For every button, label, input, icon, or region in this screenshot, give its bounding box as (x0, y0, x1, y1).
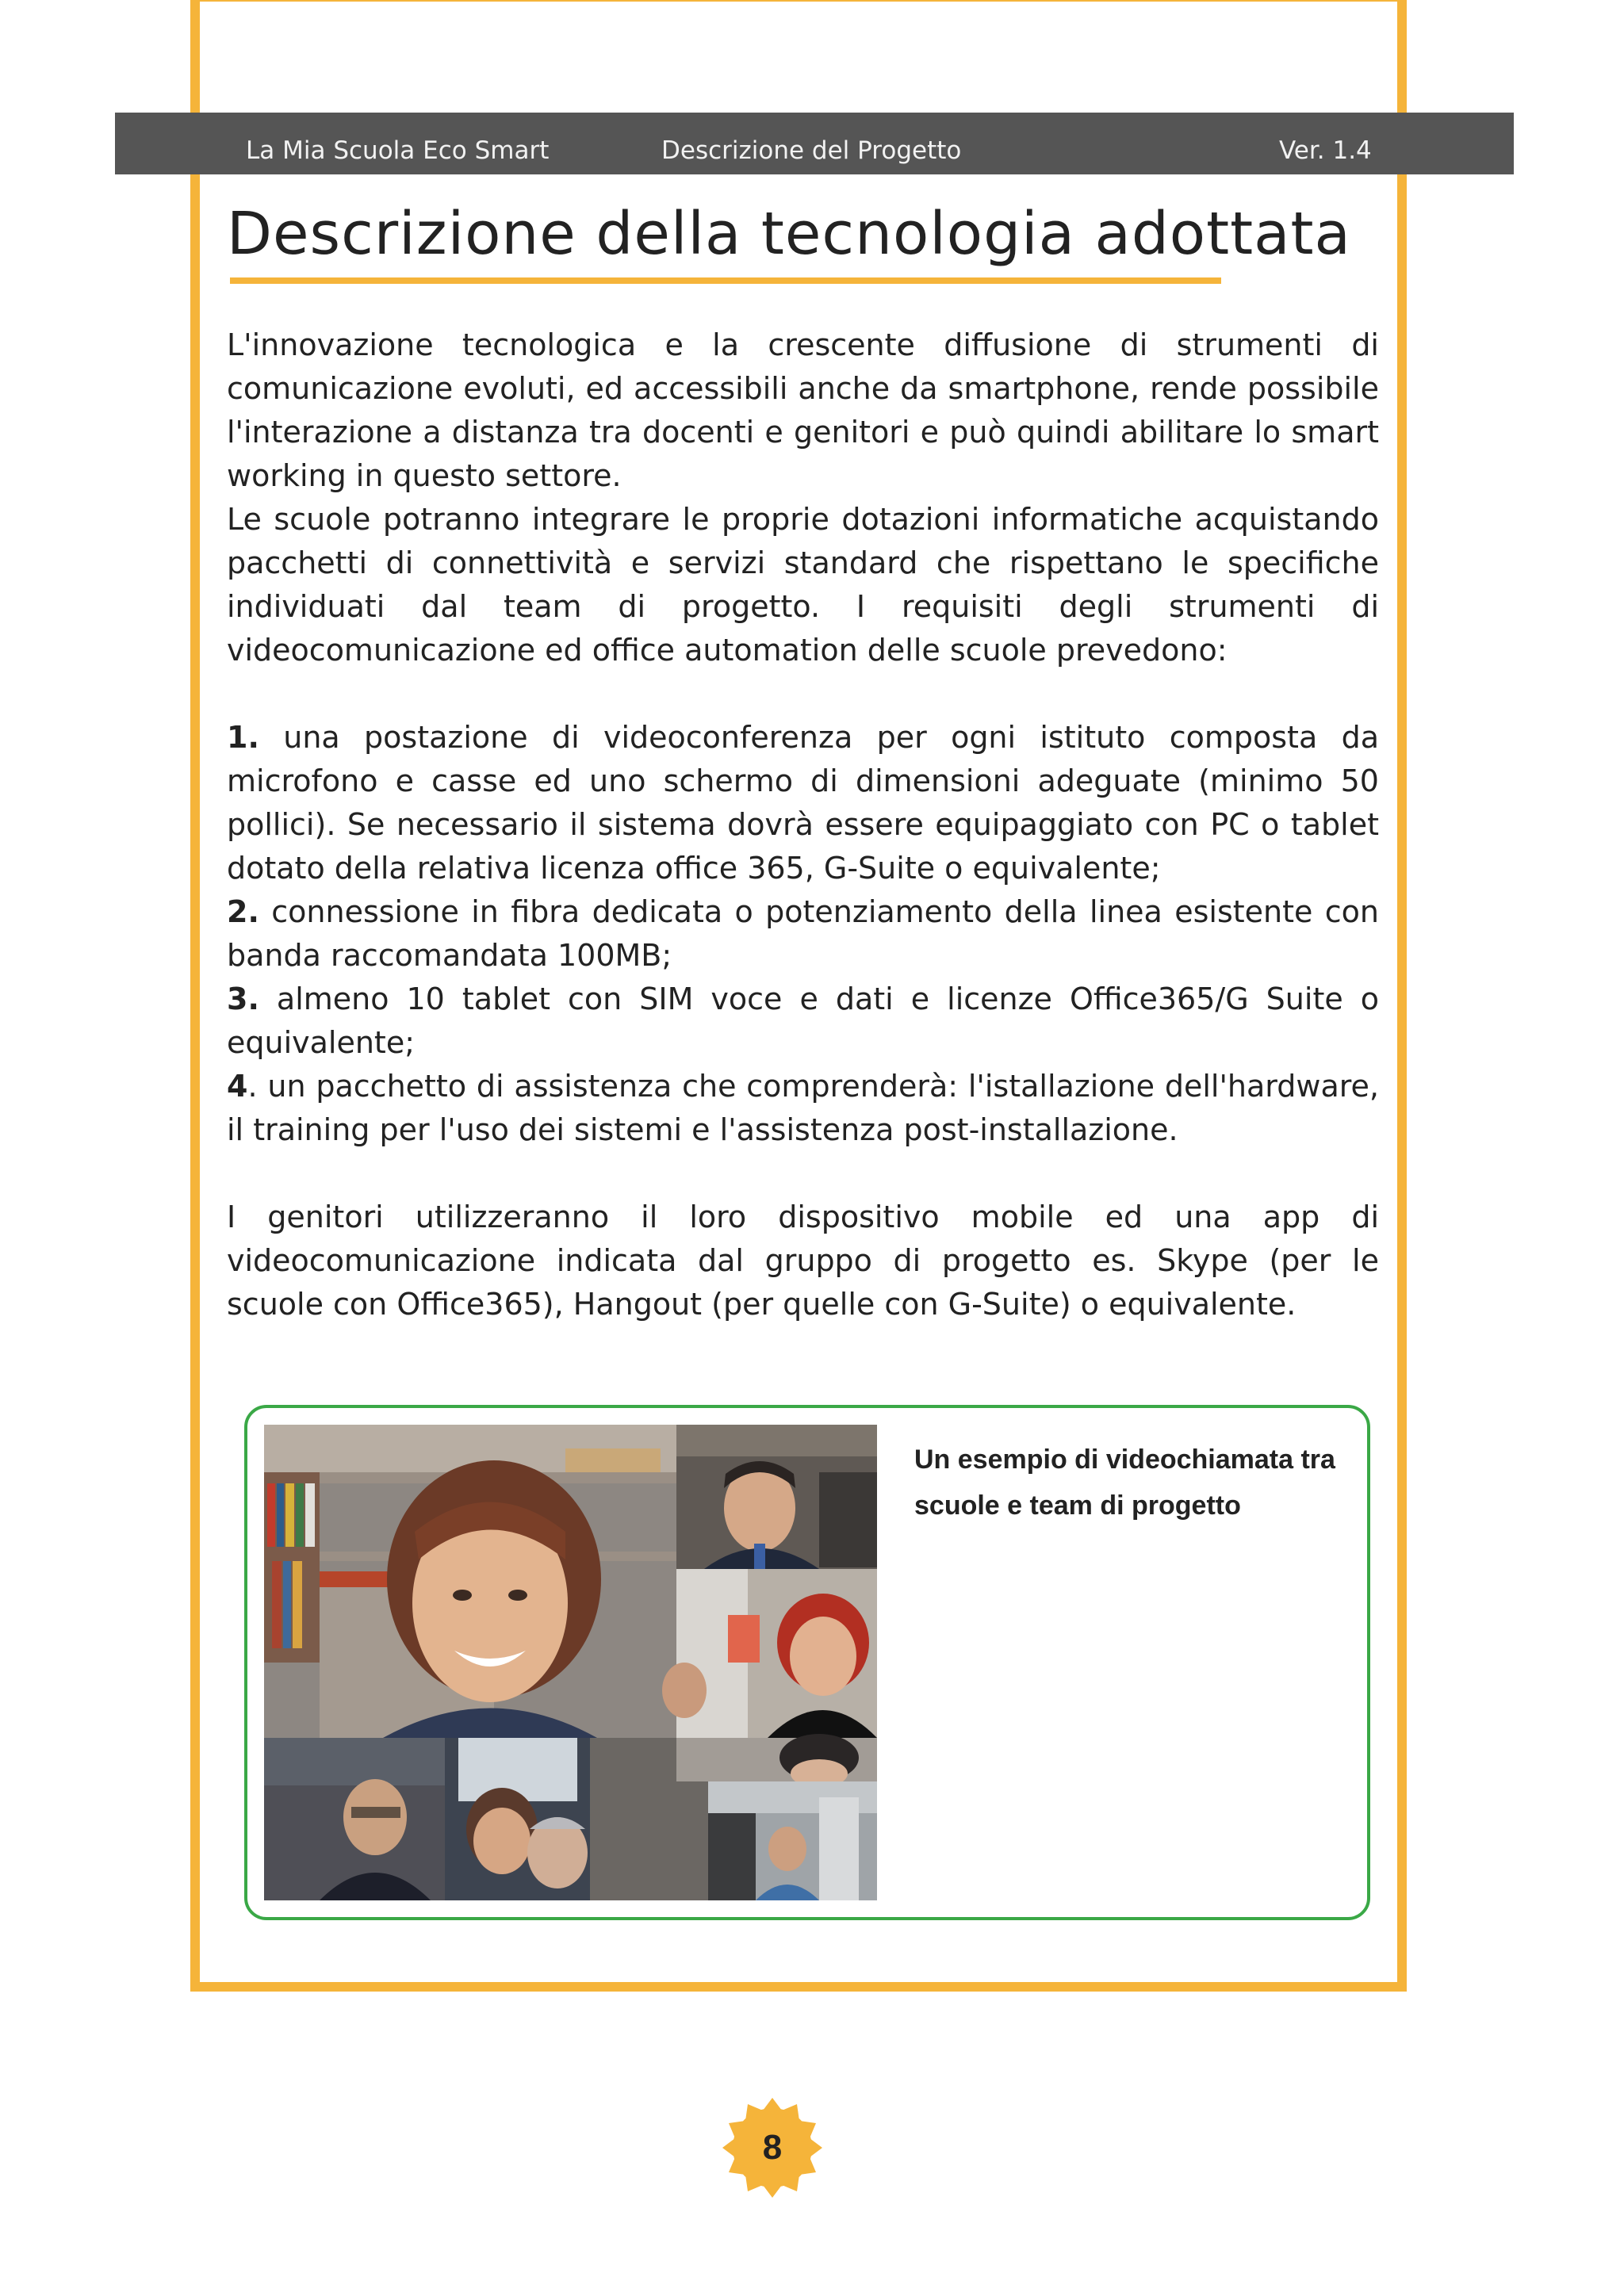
requirement-text: connessione in fibra dedicata o potenziamento della linea esistente con banda raccomandata 100MB; (227, 894, 1379, 973)
requirement-item-3 (227, 978, 1379, 1065)
page-number-badge (721, 2096, 824, 2199)
header-version: Ver. 1.4 (1279, 136, 1372, 165)
body-text (227, 323, 1379, 1326)
running-header (115, 113, 1514, 174)
page-number: 8 (762, 2128, 783, 2167)
header-section-title: Descrizione del Progetto (661, 136, 962, 165)
page-title: Descrizione della tecnologia adottata (227, 200, 1351, 268)
paragraph-gap (227, 672, 1379, 716)
title-underline (230, 277, 1221, 284)
closing-paragraph: I genitori utilizzeranno il loro dispositivo mobile ed una app di videocomunicazione indicata dal gruppo di progetto es. Skype (per le scuole con Office365), Hangout (per quelle con G-Suite) o equivalente. (227, 1200, 1379, 1322)
requirement-text: una postazione di videoconferenza per ogni istituto composta da microfono e casse ed uno schermo di dimensioni adeguate (minimo 50 pollici). Se necessario il sistema dovrà essere equipaggiato con PC o tablet dotato della relativa licenza office 365, G-Suite o equivalente; (227, 720, 1379, 886)
requirement-item-4 (227, 1065, 1379, 1152)
requirement-number: 1. (227, 720, 259, 755)
requirement-number: 3. (227, 982, 259, 1016)
requirement-item-1 (227, 716, 1379, 890)
requirement-text: . un pacchetto di assistenza che comprenderà: l'istallazione dell'hardware, il training per l'uso dei sistemi e l'assistenza post-installazione. (227, 1069, 1379, 1147)
figure-caption: Un esempio di videochiamata tra scuole e team di progetto (914, 1445, 1335, 1521)
intro-paragraph-2: Le scuole potranno integrare le proprie dotazioni informatiche acquistando pacchetti di connettività e servizi standard che rispettano le specifiche individuati dal team di progetto. I requisiti degli strumenti di videocomunicazione ed office automation delle scuole prevedono: (227, 502, 1379, 668)
requirement-number: 4 (227, 1069, 248, 1104)
video-call-screenshot (264, 1425, 877, 1900)
intro-paragraph-1: L'innovazione tecnologica e la crescente diffusione di strumenti di comunicazione evoluti, ed accessibili anche da smartphone, rende possibile l'interazione a distanza tra docenti e genitori e può quindi abilitare lo smart working in questo settore. (227, 327, 1379, 493)
requirement-text: almeno 10 tablet con SIM voce e dati e licenze Office365/G Suite o equivalente; (227, 982, 1379, 1060)
requirement-number: 2. (227, 894, 259, 929)
header-document-title: La Mia Scuola Eco Smart (246, 136, 550, 165)
requirement-item-2 (227, 890, 1379, 978)
paragraph-gap (227, 1152, 1379, 1196)
